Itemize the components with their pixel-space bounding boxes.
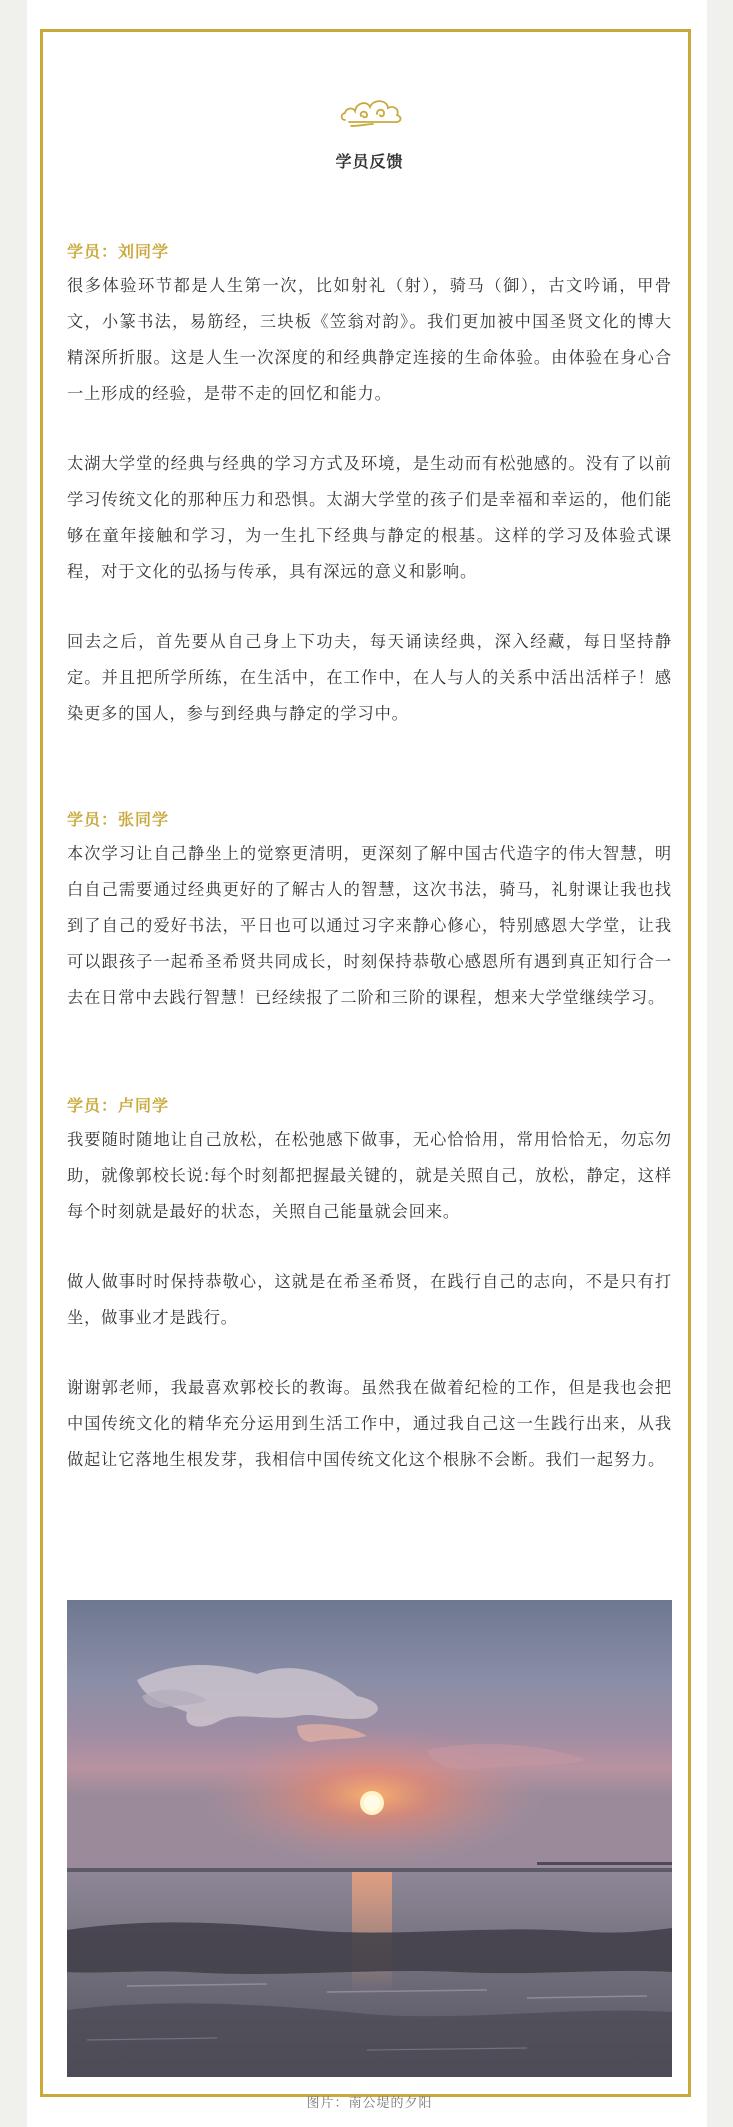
- feedback-paragraph: 做人做事时时保持恭敬心，这就是在希圣希贤，在践行自己的志向，不是只有打坐，做事业才是践行。: [67, 1272, 672, 1327]
- student-name: 学员：卢同学: [67, 1096, 170, 1115]
- feedback-paragraph: 谢谢郭老师，我最喜欢郭校长的教诲。虽然我在做着纪检的工作，但是我也会把中国传统文化的精华充分运用到生活工作中，通过我自己这一生践行出来，从我做起让它落地生根发芽，我相信中国传统文化这个根脉不会断。我们一起努力。: [67, 1378, 672, 1469]
- feedback-paragraph: 很多体验环节都是人生第一次，比如射礼（射），骑马（御），古文吟诵，甲骨文，小篆书法，易筋经，三块板《笠翁对韵》。我们更加被中国圣贤文化的博大精深所折服。这是人生一次深度的和经典静定连接的生命体验。由体验在身心合一上形成的经验，是带不走的回忆和能力。: [67, 276, 672, 403]
- feedback-paragraph: 回去之后，首先要从自己身上下功夫，每天诵读经典，深入经藏，每日坚持静定。并且把所学所练，在生活中，在工作中，在人与人的关系中活出活样子！感染更多的国人，参与到经典与静定的学习中。: [67, 632, 672, 723]
- gold-border-frame: [40, 29, 691, 2111]
- student-name: 学员：张同学: [67, 810, 170, 829]
- student-feedback-lu: [67, 1094, 672, 1478]
- photo-caption: 图片：南公堤的夕阳: [306, 2096, 433, 2111]
- student-feedback-zhang: [67, 808, 672, 1016]
- student-name: 学员：刘同学: [67, 242, 170, 261]
- page-title: 学员反馈: [335, 152, 404, 171]
- feedback-paragraph: 本次学习让自己静坐上的觉察更清明，更深刻了解中国古代造字的伟大智慧，明白自己需要通过经典更好的了解古人的智慧，这次书法，骑马，礼射课让我也找到了自己的爱好书法，平日也可以通过习字来静心修心，特别感恩大学堂，让我可以跟孩子一起希圣希贤共同成长，时刻保持恭敬心感恩所有遇到真正知行合一去在日常中去践行智慧！已经续报了二阶和三阶的课程，想来大学堂继续学习。: [67, 844, 672, 1007]
- sunset-photo: [67, 1600, 672, 2077]
- student-feedback-liu: [67, 240, 672, 732]
- feedback-paragraph: 我要随时随地让自己放松，在松弛感下做事，无心恰恰用，常用恰恰无，勿忘勿助，就像郭校长说:每个时刻都把握最关键的，就是关照自己，放松，静定，这样每个时刻就是最好的状态，关照自己能量就会回来。: [67, 1130, 672, 1221]
- feedback-paragraph: 太湖大学堂的经典与经典的学习方式及环境，是生动而有松弛感的。没有了以前学习传统文化的那种压力和恐惧。太湖大学堂的孩子们是幸福和幸运的，他们能够在童年接触和学习，为一生扎下经典与静定的根基。这样的学习及体验式课程，对于文化的弘扬与传承，具有深远的意义和影响。: [67, 454, 672, 581]
- auspicious-cloud-icon: [337, 90, 407, 130]
- article-page: [27, 0, 707, 2127]
